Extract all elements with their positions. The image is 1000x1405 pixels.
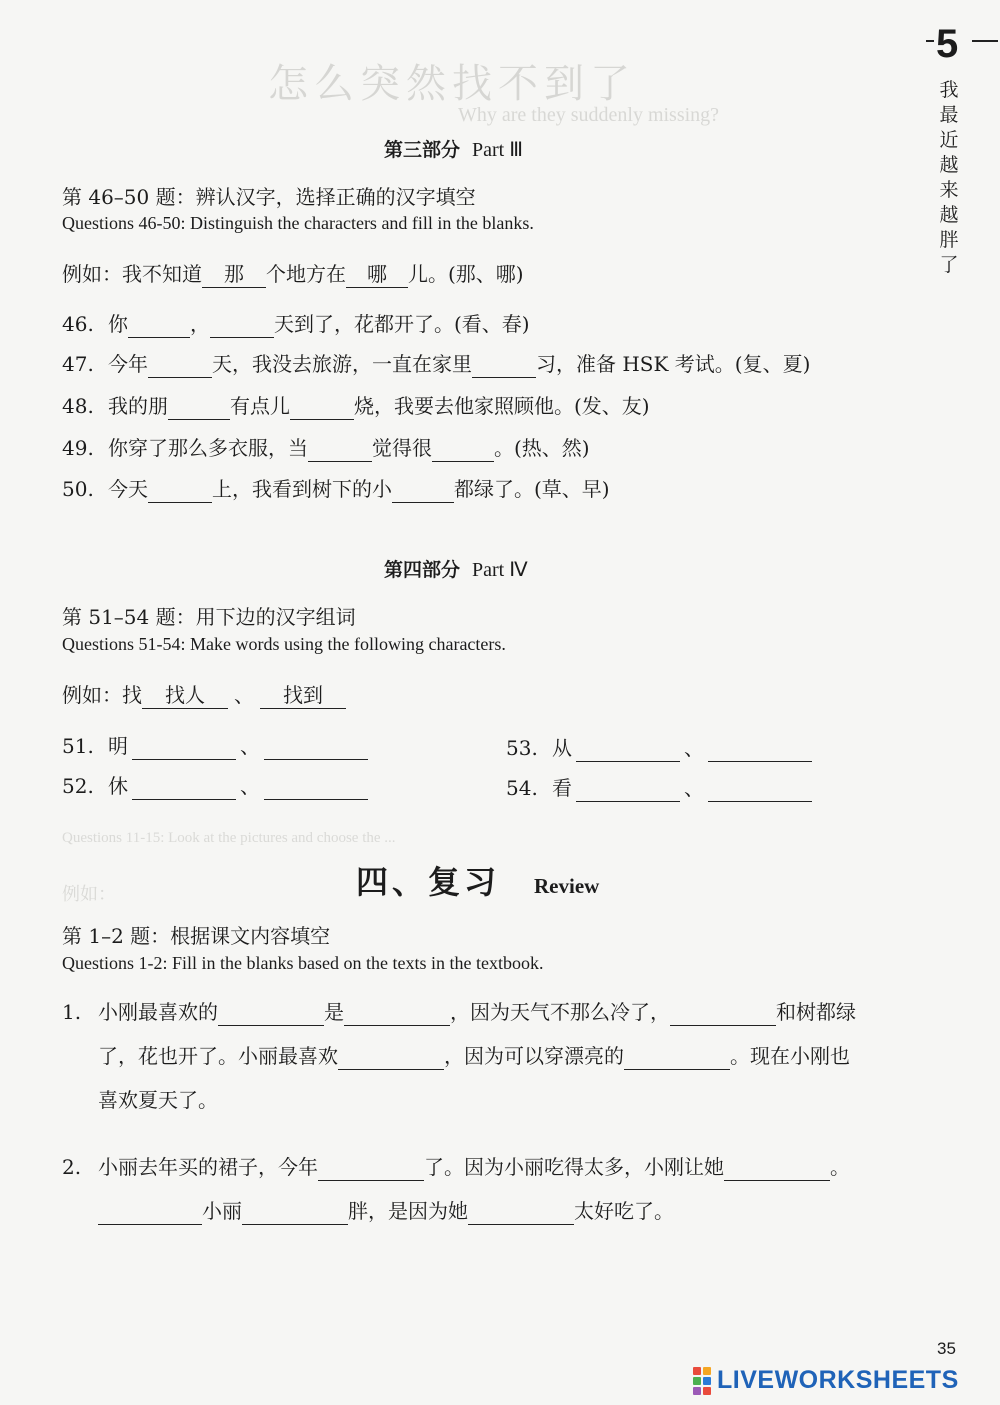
question-48: [62, 390, 650, 420]
question-47: [62, 348, 810, 378]
chapter-title-char: 越: [939, 204, 959, 226]
chapter-title-char: 来: [939, 179, 959, 201]
part3-instruction-cn: 第 46–50 题：辨认汉字，选择正确的汉字填空: [62, 185, 476, 209]
review-q1-line-3: [62, 1078, 856, 1122]
part3-instruction-en: Questions 46-50: Distinguish the characters and fill in the blanks.: [62, 213, 534, 233]
bleedthrough-subtitle: Why are they suddenly missing?: [458, 104, 720, 126]
question-number: 50.: [62, 477, 94, 501]
question-text: 太好吃了。: [574, 1199, 674, 1223]
example-prefix: 例如：找: [62, 683, 142, 707]
answer-blank[interactable]: [624, 1043, 730, 1070]
answer-blank[interactable]: [132, 773, 236, 800]
answer-blank[interactable]: [670, 999, 776, 1026]
review-q2-line-1: [62, 1145, 850, 1189]
question-number: 2.: [62, 1155, 82, 1179]
answer-blank[interactable]: [338, 1043, 444, 1070]
question-text: 烧，我要去他家照顾他。(发、友): [354, 394, 650, 418]
part4-example: [62, 679, 346, 709]
answer-blank[interactable]: [128, 311, 190, 338]
example-middle: 个地方在: [266, 262, 346, 286]
answer-blank[interactable]: [132, 733, 236, 760]
question-char: 从: [552, 736, 572, 760]
bleedthrough-example: 例如：: [62, 884, 116, 905]
question-text: 天，我没去旅游，一直在家里: [212, 352, 472, 376]
question-text: 。(热、然): [494, 436, 590, 460]
answer-blank[interactable]: [210, 311, 274, 338]
question-text: 小丽: [202, 1199, 242, 1223]
part4-title-cn: 第四部分: [384, 559, 461, 581]
chapter-title-char: 近: [939, 129, 959, 151]
question-number: 46.: [62, 312, 94, 336]
answer-blank[interactable]: [468, 1198, 574, 1225]
question-text: 你: [108, 312, 128, 336]
question-text: ，: [190, 312, 210, 336]
review-question-2: [62, 1145, 850, 1233]
answer-blank[interactable]: [708, 775, 812, 802]
page-number: 35: [937, 1339, 956, 1358]
example-separator: 、: [234, 683, 254, 707]
example-answer-2: 哪: [346, 261, 408, 288]
answer-blank[interactable]: [218, 999, 324, 1026]
answer-blank[interactable]: [148, 351, 212, 378]
answer-blank[interactable]: [472, 351, 536, 378]
question-text: ，因为可以穿漂亮的: [444, 1044, 624, 1068]
liveworksheets-logo: [693, 1366, 959, 1395]
logo-square: [703, 1387, 711, 1395]
question-text: 今天: [108, 477, 148, 501]
question-text: 了，花也开了。小丽最喜欢: [98, 1044, 338, 1068]
question-number: 1.: [62, 1000, 82, 1024]
review-q2-line-2: [62, 1189, 850, 1233]
question-50: [62, 473, 610, 503]
answer-blank[interactable]: [148, 476, 212, 503]
answer-blank[interactable]: [264, 733, 368, 760]
question-49: [62, 432, 590, 462]
question-text: 你穿了那么多衣服，当: [108, 436, 308, 460]
question-text: 胖，是因为她: [348, 1199, 468, 1223]
chapter-title-char: 胖: [939, 229, 959, 251]
question-number: 48.: [62, 394, 94, 418]
question-text: 觉得很: [372, 436, 432, 460]
logo-square: [693, 1367, 701, 1375]
question-text: 有点儿: [230, 394, 290, 418]
chapter-title-vertical: [937, 78, 961, 278]
answer-blank[interactable]: [308, 435, 372, 462]
question-text: 我的朋: [108, 394, 168, 418]
part3-title-cn: 第三部分: [384, 139, 461, 161]
word-separator: 、: [240, 774, 260, 798]
answer-blank[interactable]: [290, 393, 354, 420]
answer-blank[interactable]: [318, 1154, 424, 1181]
answer-blank[interactable]: [724, 1154, 830, 1181]
part3-example: [62, 258, 524, 288]
question-text: 了。因为小丽吃得太多，小刚让她: [424, 1155, 724, 1179]
answer-blank[interactable]: [344, 999, 450, 1026]
answer-blank[interactable]: [708, 735, 812, 762]
part4-instruction-cn: 第 51–54 题：用下边的汉字组词: [62, 605, 356, 629]
question-46: [62, 308, 530, 338]
question-number: 51.: [62, 734, 94, 758]
review-q1-line-2: [62, 1034, 856, 1078]
logo-square: [693, 1387, 701, 1395]
question-char: 休: [108, 774, 128, 798]
chapter-tab-line-left: [926, 40, 934, 42]
word-separator: 、: [684, 736, 704, 760]
answer-blank[interactable]: [576, 775, 680, 802]
question-char: 明: [108, 734, 128, 758]
answer-blank[interactable]: [168, 393, 230, 420]
answer-blank[interactable]: [392, 476, 454, 503]
part3-heading: [384, 135, 523, 162]
review-title-cn: 四、复习: [356, 863, 501, 901]
question-51: [62, 730, 368, 760]
part4-instruction-en: Questions 51-54: Make words using the following characters.: [62, 634, 506, 654]
word-separator: 、: [684, 776, 704, 800]
logo-mark-icon: [693, 1367, 711, 1395]
question-text: 习，准备 HSK 考试。(复、夏): [536, 352, 811, 376]
logo-text: LIVEWORKSHEETS: [717, 1366, 959, 1394]
bleedthrough-line: Questions 11-15: Look at the pictures and choose the ...: [62, 830, 396, 846]
word-separator: 、: [240, 734, 260, 758]
question-text: 是: [324, 1000, 344, 1024]
example-answer-2: 找到: [260, 682, 346, 709]
answer-blank[interactable]: [264, 773, 368, 800]
logo-square: [703, 1377, 711, 1385]
question-text: 和树都绿: [776, 1000, 856, 1024]
question-text: 都绿了。(草、早): [454, 477, 610, 501]
logo-square: [693, 1377, 701, 1385]
answer-blank[interactable]: [576, 735, 680, 762]
chapter-title-char: 我: [939, 79, 959, 101]
answer-blank[interactable]: [98, 1198, 202, 1225]
question-number: 49.: [62, 436, 94, 460]
answer-blank[interactable]: [432, 435, 494, 462]
question-char: 看: [552, 776, 572, 800]
review-instruction-en: Questions 1-2: Fill in the blanks based on the texts in the textbook.: [62, 953, 544, 973]
question-text: 小刚最喜欢的: [98, 1000, 218, 1024]
question-text: 。现在小刚也: [730, 1044, 850, 1068]
question-number: 53.: [506, 736, 538, 760]
example-answer-1: 找人: [142, 682, 228, 709]
example-suffix: 儿。(那、哪): [408, 262, 524, 286]
review-title-en: Review: [534, 874, 600, 898]
question-number: 52.: [62, 774, 94, 798]
example-answer-1: 那: [202, 261, 266, 288]
question-text: 今年: [108, 352, 148, 376]
review-heading: [356, 857, 599, 903]
question-text: 小丽去年买的裙子，今年: [98, 1155, 318, 1179]
chapter-tab-line-right: [972, 40, 998, 42]
answer-blank[interactable]: [242, 1198, 348, 1225]
chapter-title-char: 了: [939, 254, 959, 276]
part3-title-en: Part Ⅲ: [472, 139, 524, 161]
question-text: 天到了，花都开了。(看、春): [274, 312, 530, 336]
question-53: [506, 732, 812, 762]
chapter-title-char: 越: [939, 154, 959, 176]
question-52: [62, 770, 368, 800]
logo-square: [703, 1367, 711, 1375]
question-text: 喜欢夏天了。: [98, 1088, 218, 1112]
question-text: 。: [830, 1155, 850, 1179]
part4-title-en: Part Ⅳ: [472, 559, 528, 581]
question-54: [506, 772, 812, 802]
example-prefix: 例如：我不知道: [62, 262, 202, 286]
bleedthrough-title: 怎么突然找不到了: [268, 61, 636, 107]
question-number: 47.: [62, 352, 94, 376]
chapter-title-char: 最: [939, 104, 959, 126]
question-text: 上，我看到树下的小: [212, 477, 392, 501]
question-number: 54.: [506, 776, 538, 800]
chapter-number: 5: [936, 22, 959, 66]
review-instruction-cn: 第 1–2 题：根据课文内容填空: [62, 924, 331, 948]
part4-heading: [384, 555, 528, 582]
review-question-1: [62, 990, 856, 1122]
question-text: ，因为天气不那么冷了，: [450, 1000, 670, 1024]
review-q1-line-1: [62, 990, 856, 1034]
